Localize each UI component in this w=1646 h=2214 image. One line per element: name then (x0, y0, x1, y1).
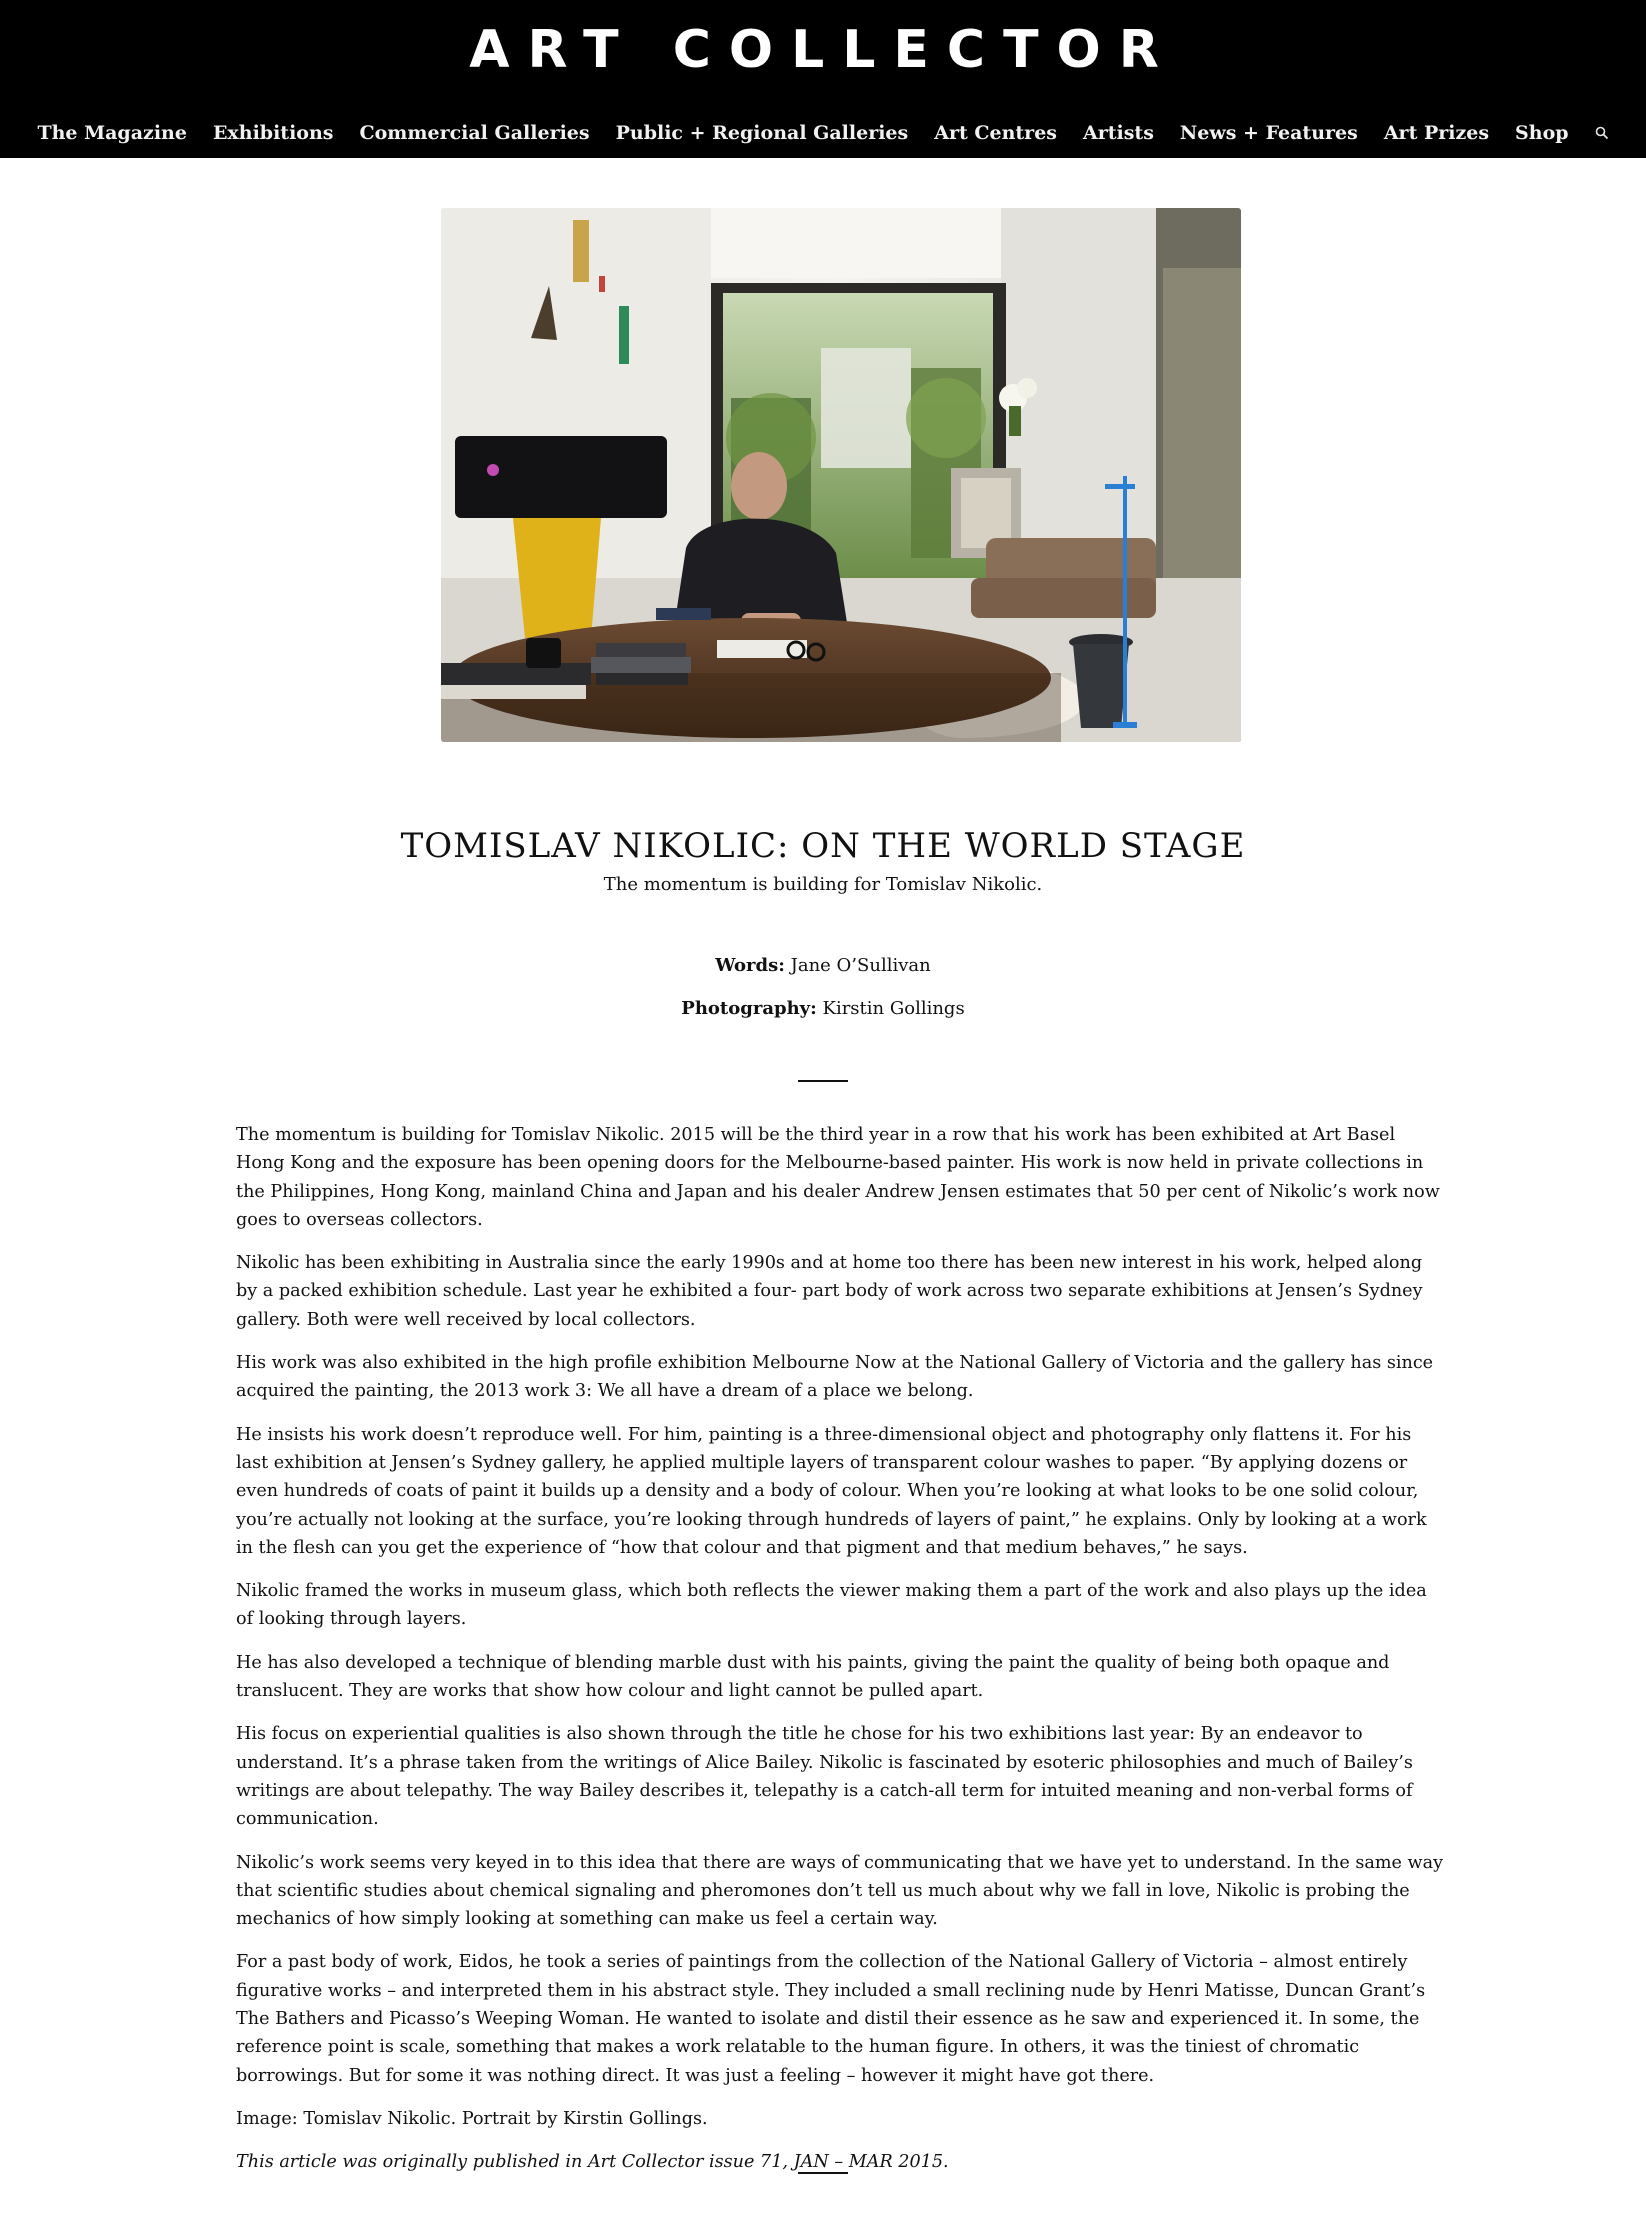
nav-item-news-features[interactable]: News + Features (1179, 122, 1358, 144)
article-paragraph: The momentum is building for Tomislav Nikolic. 2015 will be the third year in a row that his work has been exhibited at Art Basel Hong Kong and the exposure has been opening doors for the Melbourne-based painter. His work is now held in private collections in the Philippines, Hong Kong, mainland China and Japan and his dealer Andrew Jensen estimates that 50 per cent of Nikolic’s work now goes to overseas collectors. (236, 1125, 1440, 1230)
article-paragraph: He has also developed a technique of blending marble dust with his paints, giving the paint the quality of being both opaque and translucent. They are works that show how colour and light cannot be pulled apart. (236, 1652, 1390, 1702)
nav-item-shop[interactable]: Shop (1515, 122, 1569, 144)
article-paragraph: For a past body of work, Eidos, he took a series of paintings from the collection of the National Gallery of Victoria – almost entirely figurative works – and interpreted them in his abstract style. They included a small reclining nude by Henri Matisse, Duncan Grant’s The Bathers and Picasso’s Weeping Woman. He wanted to isolate and distil their essence as he saw and experienced it. In some, the reference point is scale, something that makes a work relatable to the human figure. In others, it was the tiniest of chromatic borrowings. But for some it was nothing direct. It was just a feeling – however it might have got there. (236, 1952, 1426, 2086)
search-icon[interactable] (1582, 126, 1622, 140)
article-subtitle: The momentum is building for Tomislav Nikolic. (603, 874, 1043, 895)
article-body (236, 1121, 1446, 2192)
site-logo[interactable]: ART COLLECTOR (469, 20, 1177, 80)
article-paragraph: His focus on experiential qualities is also shown through the title he chose for his two exhibitions last year: By an endeavor to understand. It’s a phrase taken from the writings of Alice Bailey. Nikolic is fascinated by esoteric philosophies and much of Bailey’s writings are about telepathy. The way Bailey describes it, telepathy is a catch-all term for intuited meaning and non-verbal forms of communication. (236, 1724, 1413, 1830)
nav-item-the-magazine[interactable]: The Magazine (37, 122, 187, 144)
image-caption: Image: Tomislav Nikolic. Portrait by Kirstin Gollings. (236, 2108, 708, 2129)
hero-portrait-image (441, 208, 1241, 742)
article-paragraph: He insists his work doesn’t reproduce well. For him, painting is a three-dimensional object and photography only flattens it. For his last exhibition at Jensen’s Sydney gallery, he applied multiple layers of transparent colour washes to paper. “By applying dozens or even hundreds of coats of paint it builds up a density and a body of colour. When you’re looking at what looks to be one solid colour, you’re actually not looking at the surface, you’re looking through hundreds of layers of paint,” he explains. Only by looking at a work in the flesh can you get the experience of “how that colour and that pigment and that medium behaves,” he says. (236, 1424, 1427, 1558)
credit-photography (0, 998, 1646, 1019)
nav-item-artists[interactable]: Artists (1082, 122, 1154, 144)
main-navigation (0, 116, 1646, 150)
section-divider-bottom (798, 2172, 848, 2174)
publication-footnote: This article was originally published in Art Collector issue 71, JAN – MAR 2015. (236, 2152, 949, 2173)
nav-item-art-centres[interactable]: Art Centres (934, 122, 1057, 144)
nav-item-art-prizes[interactable]: Art Prizes (1383, 122, 1490, 144)
article-paragraph: Nikolic framed the works in museum glass, which both reflects the viewer making them a part of the work and also plays up the idea of looking through layers. (236, 1581, 1427, 1630)
article-paragraph: Nikolic’s work seems very keyed in to this idea that there are ways of communicating that we have yet to understand. In the same way that scientific studies about chemical signaling and pheromones don’t tell us much about why we fall in love, Nikolic is probing the mechanics of how simply looking at something can make us feel a certain way. (236, 1852, 1444, 1930)
credit-words (0, 955, 1646, 976)
photography-label: Photography: (681, 998, 817, 1019)
words-author: Jane O’Sullivan (790, 955, 931, 976)
words-label: Words: (715, 955, 785, 976)
photographer-name: Kirstin Gollings (822, 998, 965, 1019)
site-header (0, 0, 1646, 158)
nav-item-commercial-galleries[interactable]: Commercial Galleries (359, 122, 590, 144)
article-paragraph: His work was also exhibited in the high profile exhibition Melbourne Now at the National Gallery of Victoria and the gallery has since acquired the painting, the 2013 work 3: We all have a dream of a place we belong. (236, 1353, 1434, 1402)
portrait-photo (441, 208, 1241, 742)
section-divider (798, 1080, 848, 1082)
nav-item-public-regional-galleries[interactable]: Public + Regional Galleries (615, 122, 909, 144)
article-paragraph: Nikolic has been exhibiting in Australia since the early 1990s and at home too there has been new interest in his work, helped along by a packed exhibition schedule. Last year he exhibited a four- part body of work across two separate exhibitions at Jensen’s Sydney gallery. Both were well received by local collectors. (236, 1253, 1423, 1330)
article-title: TOMISLAV NIKOLIC: ON THE WORLD STAGE (400, 826, 1246, 866)
nav-item-exhibitions[interactable]: Exhibitions (212, 122, 334, 144)
